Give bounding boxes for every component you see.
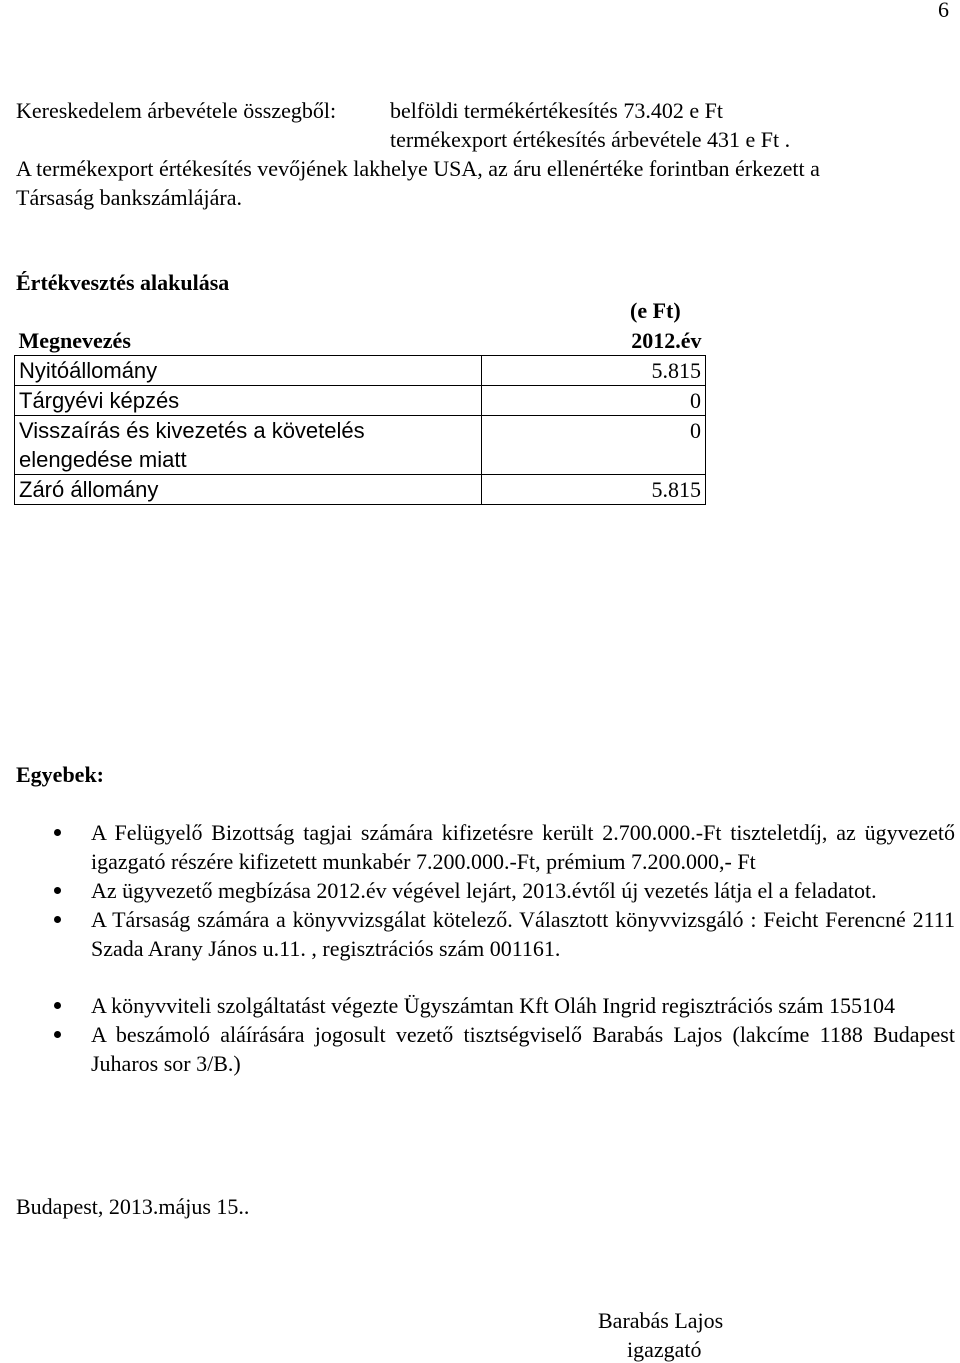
intro-line1-label: Kereskedelem árbevétele összegből:: [16, 98, 337, 123]
intro-line3: A termékexport értékesítés vevőjének lakhelye USA, az áru ellenértéke forintban érkezett a: [16, 156, 820, 181]
unit-label: (e Ft): [630, 298, 681, 323]
header-label: Megnevezés: [15, 326, 482, 356]
table-row: [15, 416, 706, 475]
intro-line4: Társaság bankszámlájára.: [16, 185, 242, 210]
row-label: Záró állomány: [15, 475, 482, 505]
row-label: [15, 416, 482, 475]
row-value: 5.815: [482, 475, 706, 505]
row-value: 0: [482, 416, 706, 475]
egyebek-title: Egyebek:: [16, 762, 104, 787]
bullet-list: [0, 818, 955, 1078]
list-item: Az ügyvezető megbízása 2012.év végével lejárt, 2013.évtől új vezetés látja el a feladatot.: [0, 876, 955, 905]
list-item: A Felügyelő Bizottság tagjai számára kifizetésre került 2.700.000.-Ft tiszteletdíj, az ügyvezető igazgató részére kifizetett munkabér 7.200.000.-Ft, prémium 7.200.000,- Ft: [0, 818, 955, 876]
place-date: Budapest, 2013.május 15..: [16, 1194, 250, 1219]
row-value: 5.815: [482, 356, 706, 386]
table-header-row: [15, 326, 706, 356]
list-item: A beszámoló aláírására jogosult vezető tisztségviselő Barabás Lajos (lakcíme 1188 Budapest Juharos sor 3/B.): [0, 1020, 955, 1078]
page-number: 6: [938, 0, 949, 22]
intro-line2-value: termékexport értékesítés árbevétele 431 e Ft .: [390, 127, 791, 152]
list-item: A Társaság számára a könyvvizsgálat kötelező. Választott könyvvizsgáló : Feicht Ferencné 2111 Szada Arany János u.11. , regisztrációs szám 001161.: [0, 905, 955, 963]
row-label-line1: Visszaírás és kivezetés a követelés: [19, 418, 365, 443]
impairment-table: [14, 326, 706, 505]
section-title: Értékvesztés alakulása: [16, 270, 230, 295]
row-label: Tárgyévi képzés: [15, 386, 482, 416]
signature-name: Barabás Lajos: [598, 1308, 724, 1333]
table-row: [15, 386, 706, 416]
intro-line1-value: belföldi termékértékesítés 73.402 e Ft: [390, 98, 723, 123]
header-year: 2012.év: [482, 326, 706, 356]
signature-title: igazgató: [627, 1337, 702, 1362]
row-value: 0: [482, 386, 706, 416]
list-item: A könyvviteli szolgáltatást végezte Ügyszámtan Kft Oláh Ingrid regisztrációs szám 155104: [0, 991, 955, 1020]
table-row: [15, 356, 706, 386]
table-row: [15, 475, 706, 505]
row-label-line2: elengedése miatt: [19, 447, 187, 472]
row-label: Nyitóállomány: [15, 356, 482, 386]
